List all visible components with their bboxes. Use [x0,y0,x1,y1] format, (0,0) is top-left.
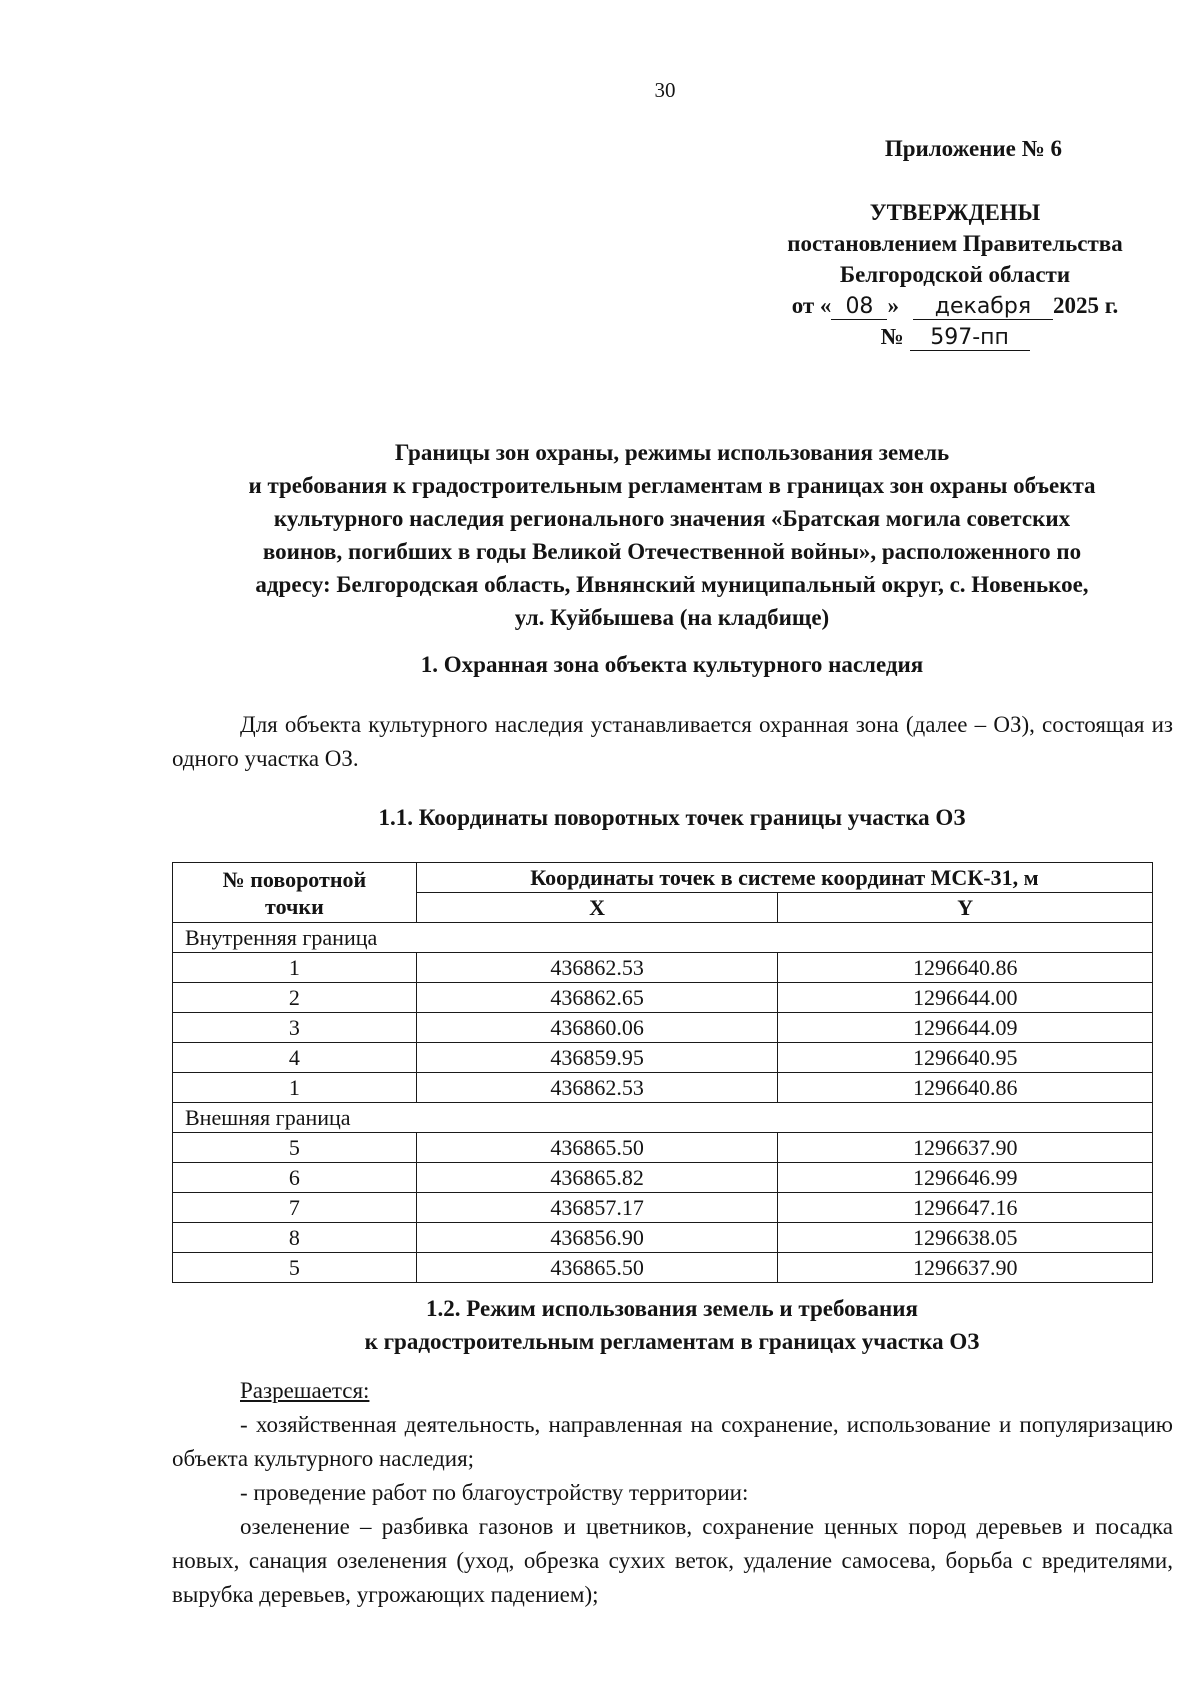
cell-point: 5 [173,1253,417,1283]
allowed-item-1: - хозяйственная деятельность, направленная на сохранение, использование и популяризацию объекта культурного наследия; [172,1412,1173,1471]
approved-by-line-2: Белгородской области [839,262,1071,287]
cell-y: 1296646.99 [778,1163,1153,1193]
cell-point: 6 [173,1163,417,1193]
cell-x: 436862.53 [416,953,778,983]
section-1-1-heading: 1.1. Координаты поворотных точек границы участка ОЗ [378,805,966,830]
approval-number-line [760,321,1150,352]
cell-y: 1296637.90 [778,1253,1153,1283]
section-1-2-body [172,1374,1173,1612]
cell-point: 1 [173,953,417,983]
coordinates-table [172,862,1153,1283]
cell-x: 436856.90 [416,1223,778,1253]
col-header-point-line-1: № поворотной [222,866,367,892]
section-1-2-heading-line-1: 1.2. Режим использования земель и требования [426,1296,918,1321]
cell-x: 436859.95 [416,1043,778,1073]
cell-y: 1296638.05 [778,1223,1153,1253]
title-line: и требования к градостроительным регламентам в границах зон охраны объекта [248,473,1096,498]
cell-point: 5 [173,1133,417,1163]
table-row [173,1223,1153,1253]
cell-point: 4 [173,1043,417,1073]
approved-heading: УТВЕРЖДЕНЫ [869,200,1041,225]
cell-point: 7 [173,1193,417,1223]
cell-point: 8 [173,1223,417,1253]
cell-x: 436865.50 [416,1253,778,1283]
cell-x: 436857.17 [416,1193,778,1223]
col-header-coords: Координаты точек в системе координат МСК-31, м [416,863,1152,893]
table-row [173,1163,1153,1193]
appendix-label: Приложение № 6 [884,136,1062,161]
approval-block [760,197,1150,352]
document-title [172,436,1172,634]
table-row [173,1073,1153,1103]
allowed-item-3: озеленение – разбивка газонов и цветников, сохранение ценных пород деревьев и посадка новых, санация озеленения (уход, обрезка сухих веток, удаление самосева, борьба с вредителями, вырубка деревьев, угрожающих падением); [172,1514,1173,1607]
title-line: Границы зон охраны, режимы использования земель [394,440,950,465]
cell-x: 436865.50 [416,1133,778,1163]
col-header-x: X [416,893,778,923]
section-1-paragraph: Для объекта культурного наследия устанавливается охранная зона (далее – ОЗ), состоящая из одного участка ОЗ. [172,712,1173,771]
col-header-point [173,863,417,923]
cell-x: 436862.65 [416,983,778,1013]
allowed-item-2: - проведение работ по благоустройству территории: [240,1480,749,1505]
section-1-2-heading-line-2: к градостроительным регламентам в границах участка ОЗ [364,1329,980,1354]
title-line: культурного наследия регионального значения «Братская могила советских [273,506,1071,531]
date-mid: » [887,293,899,318]
table-row [173,983,1153,1013]
col-header-point-line-2: точки [265,893,324,919]
cell-x: 436860.06 [416,1013,778,1043]
date-month-handwritten: декабря [913,295,1053,320]
date-day-handwritten: 08 [831,295,887,320]
section-1-2-heading [172,1292,1172,1358]
cell-y: 1296640.95 [778,1043,1153,1073]
cell-y: 1296647.16 [778,1193,1153,1223]
table-row [173,1253,1153,1283]
approved-by-line-1: постановлением Правительства [787,231,1123,256]
title-line: воинов, погибших в годы Великой Отечественной войны», расположенного по [262,539,1082,564]
allowed-label-line [172,1374,1173,1408]
table-row [173,1133,1153,1163]
number-handwritten: 597-пп [910,326,1030,351]
cell-y: 1296644.00 [778,983,1153,1013]
title-line: ул. Куйбышева (на кладбище) [514,605,830,630]
table-row [173,1043,1153,1073]
table-header-row [173,863,1153,893]
approval-date-line [760,290,1150,321]
table-row [173,953,1153,983]
number-prefix: № [880,324,904,349]
date-prefix: от « [791,293,832,318]
table-row [173,1013,1153,1043]
section-1-heading: 1. Охранная зона объекта культурного наследия [420,652,924,677]
group-outer: Внешняя граница [173,1103,1153,1133]
cell-x: 436862.53 [416,1073,778,1103]
cell-x: 436865.82 [416,1163,778,1193]
cell-point: 3 [173,1013,417,1043]
cell-y: 1296640.86 [778,1073,1153,1103]
cell-point: 2 [173,983,417,1013]
cell-y: 1296637.90 [778,1133,1153,1163]
table-row [173,1193,1153,1223]
cell-point: 1 [173,1073,417,1103]
cell-y: 1296640.86 [778,953,1153,983]
cell-y: 1296644.09 [778,1013,1153,1043]
title-line: адресу: Белгородская область, Ивнянский муниципальный округ, с. Новенькое, [255,572,1089,597]
page-number: 30 [654,78,676,102]
allowed-label: Разрешается: [240,1378,370,1403]
group-inner: Внутренняя граница [173,923,1153,953]
col-header-y: Y [778,893,1153,923]
date-year: 2025 г. [1052,293,1119,318]
group-row [173,1103,1153,1133]
group-row [173,923,1153,953]
